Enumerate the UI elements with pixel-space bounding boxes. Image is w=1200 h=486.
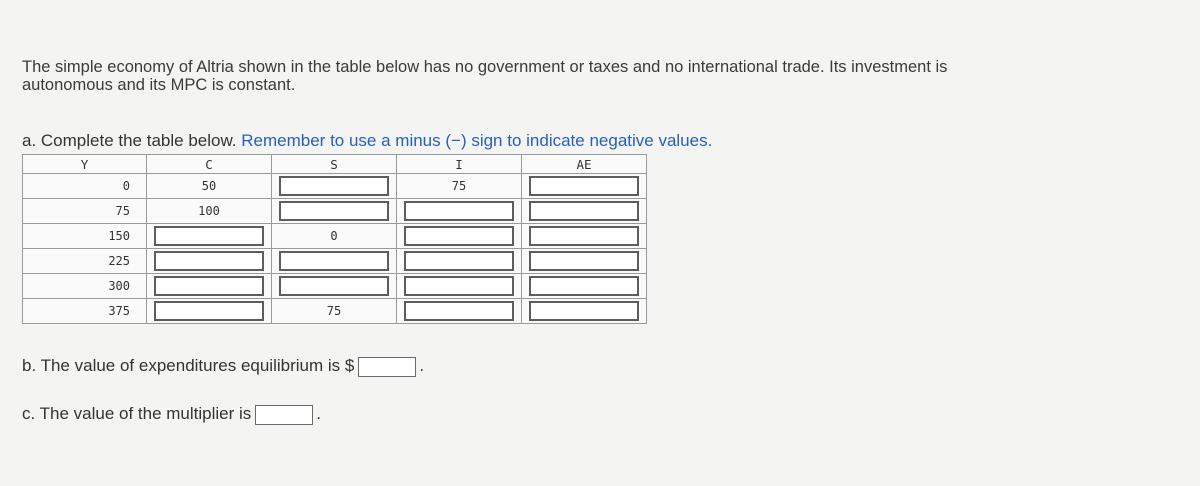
- part-b: b. The value of expenditures equilibrium is $ .: [22, 356, 425, 375]
- cell-y-value: 0: [23, 174, 147, 199]
- cell-s-input[interactable]: [279, 251, 389, 271]
- cell-c: [147, 299, 272, 324]
- cell-i-input[interactable]: [404, 251, 514, 271]
- header-s: S: [272, 155, 397, 174]
- cell-s: [272, 249, 397, 274]
- cell-s: [272, 274, 397, 299]
- table-body: [23, 174, 647, 324]
- cell-y-value: 150: [23, 224, 147, 249]
- cell-i: [397, 249, 522, 274]
- cell-ae: [522, 224, 647, 249]
- cell-y-value: 225: [23, 249, 147, 274]
- part-a-prefix: a. Complete the table below.: [22, 131, 237, 150]
- header-ae: AE: [522, 155, 647, 174]
- cell-ae-input[interactable]: [529, 226, 639, 246]
- cell-c-value: 100: [147, 199, 272, 224]
- cell-c: [147, 274, 272, 299]
- cell-ae: [522, 249, 647, 274]
- cell-ae: [522, 274, 647, 299]
- table-row: [23, 249, 647, 274]
- cell-s-input[interactable]: [279, 276, 389, 296]
- cell-i-input[interactable]: [404, 276, 514, 296]
- cell-ae-input[interactable]: [529, 301, 639, 321]
- cell-c: [147, 224, 272, 249]
- cell-y-value: 75: [23, 199, 147, 224]
- intro-line-1: The simple economy of Altria shown in the table below has no government or taxes and no international trade. Its investment is: [22, 58, 948, 76]
- cell-c-input[interactable]: [154, 226, 264, 246]
- cell-s: [272, 174, 397, 199]
- cell-i: [397, 274, 522, 299]
- table-row: [23, 224, 647, 249]
- header-y: Y: [23, 155, 147, 174]
- cell-ae-input[interactable]: [529, 201, 639, 221]
- cell-i-input[interactable]: [404, 201, 514, 221]
- cell-i: [397, 224, 522, 249]
- table-row: [23, 274, 647, 299]
- cell-ae: [522, 174, 647, 199]
- cell-c-input[interactable]: [154, 251, 264, 271]
- cell-i: [397, 299, 522, 324]
- part-b-label: b. The value of expenditures equilibrium is $: [22, 356, 355, 375]
- part-c-label: c. The value of the multiplier is: [22, 404, 252, 423]
- cell-c-value: 50: [147, 174, 272, 199]
- cell-ae-input[interactable]: [529, 176, 639, 196]
- multiplier-input[interactable]: [255, 405, 313, 425]
- table-row: [23, 299, 647, 324]
- part-a-note: Remember to use a minus (−) sign to indicate negative values.: [241, 131, 713, 150]
- table-row: [23, 199, 647, 224]
- cell-y-value: 300: [23, 274, 147, 299]
- cell-i: [397, 199, 522, 224]
- cell-c: [147, 249, 272, 274]
- cell-s-value: 0: [272, 224, 397, 249]
- part-a-instruction: [22, 131, 712, 151]
- cell-ae-input[interactable]: [529, 251, 639, 271]
- cell-y-value: 375: [23, 299, 147, 324]
- economy-table: [22, 154, 647, 324]
- header-i: I: [397, 155, 522, 174]
- cell-ae: [522, 199, 647, 224]
- cell-ae-input[interactable]: [529, 276, 639, 296]
- cell-ae: [522, 299, 647, 324]
- cell-i-value: 75: [397, 174, 522, 199]
- intro-line-2: autonomous and its MPC is constant.: [22, 76, 296, 94]
- header-c: C: [147, 155, 272, 174]
- cell-s-value: 75: [272, 299, 397, 324]
- cell-s: [272, 199, 397, 224]
- cell-c-input[interactable]: [154, 301, 264, 321]
- part-c: c. The value of the multiplier is .: [22, 404, 322, 423]
- table-header-row: [23, 155, 647, 174]
- equilibrium-input[interactable]: [358, 357, 416, 377]
- problem-intro: [22, 58, 1162, 94]
- cell-s-input[interactable]: [279, 176, 389, 196]
- cell-i-input[interactable]: [404, 226, 514, 246]
- cell-c-input[interactable]: [154, 276, 264, 296]
- cell-i-input[interactable]: [404, 301, 514, 321]
- cell-s-input[interactable]: [279, 201, 389, 221]
- table-row: [23, 174, 647, 199]
